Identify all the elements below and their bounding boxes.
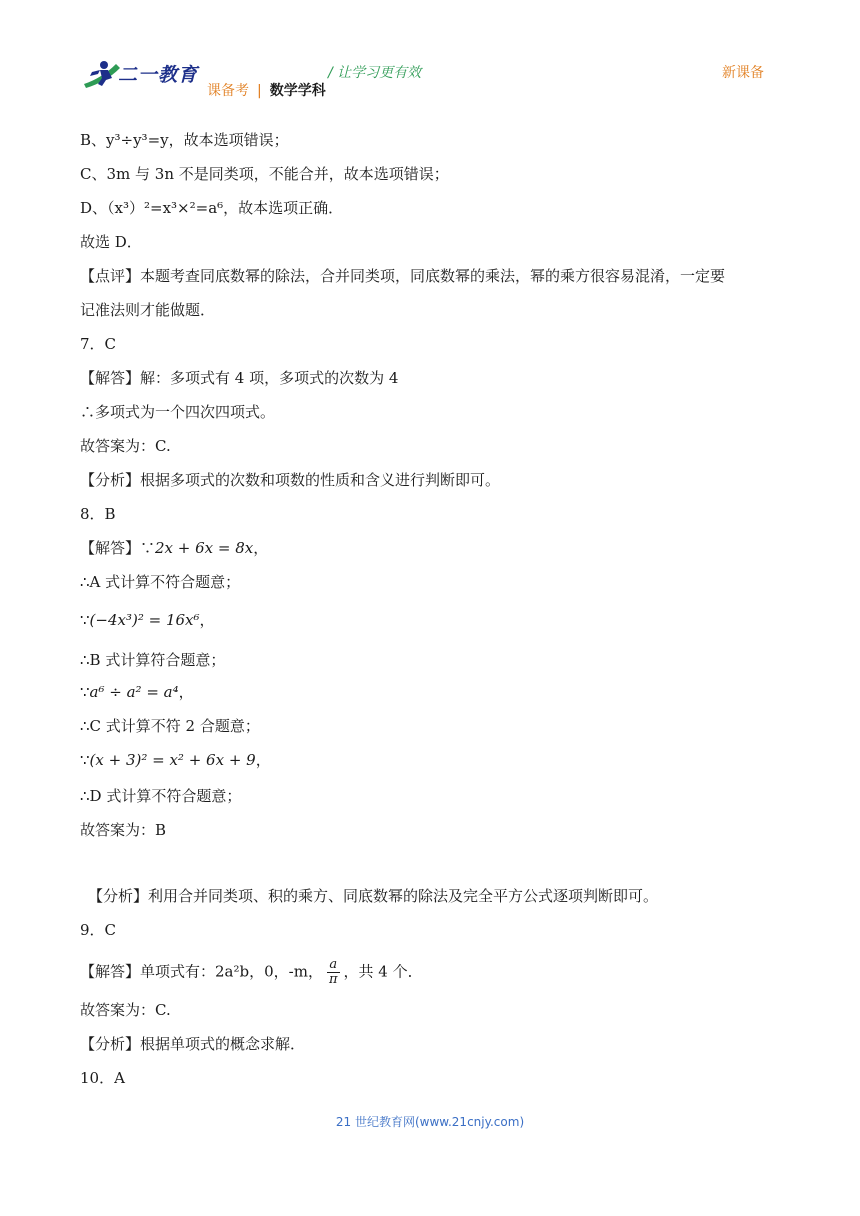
subject-name: 数学学科 — [269, 83, 326, 99]
question-number: 9．C — [80, 921, 117, 939]
fraction-line — [80, 958, 423, 987]
text-line: 【分析】根据多项式的次数和项数的性质和含义进行判断即可。 — [80, 471, 501, 489]
text-line: 【解答】解：多项式有 4 项，多项式的次数为 4 — [80, 369, 399, 387]
page-header — [0, 0, 860, 110]
math-expression: a⁶ ÷ a² = a⁴ — [89, 683, 179, 701]
question-number: 8．B — [80, 505, 116, 523]
text-line: 【点评】本题考查同底数幂的除法，合并同类项，同底数幂的乘法，幂的乘方很容易混淆，一定要 — [80, 267, 726, 285]
line-suffix: ， — [253, 539, 269, 557]
subject-separator: | — [257, 83, 262, 99]
line-suffix: ， — [199, 611, 215, 629]
math-expression: (x + 3)² = x² + 6x + 9 — [89, 751, 256, 769]
math-line — [80, 750, 271, 770]
math-line — [80, 610, 215, 630]
subject-label — [207, 80, 326, 100]
header-slogan: / 让学习更有效 — [328, 65, 422, 81]
math-line — [80, 682, 194, 702]
fraction-numerator: a — [327, 958, 340, 973]
text-line: 故答案为：B — [80, 821, 167, 839]
line-prefix: ∵ — [80, 611, 90, 629]
fraction — [327, 958, 340, 987]
header-right-label: 新课备 — [722, 65, 764, 81]
text-line: 故答案为：C. — [80, 437, 171, 455]
line-prefix: 【解答】∵ — [80, 539, 156, 557]
text-line: ∴C 式计算不符 2 合题意； — [80, 717, 260, 735]
text-line: ∴多项式为一个四次四项式。 — [80, 403, 276, 421]
text-line: 故选 D． — [80, 233, 142, 251]
text-line: C、3m 与 3n 不是同类项，不能合并，故本选项错误； — [80, 165, 449, 183]
line-suffix: ， — [255, 751, 271, 769]
line-suffix: ， — [178, 683, 194, 701]
subject-prefix: 课备考 — [207, 83, 249, 99]
math-expression: 2x + 6x = 8x — [155, 539, 254, 557]
line-prefix: ∵ — [80, 683, 90, 701]
line-suffix: ，共 4 个． — [343, 962, 423, 981]
logo-text: 二一教育 — [118, 64, 199, 86]
text-line: B、y³÷y³=y，故本选项错误； — [80, 131, 289, 149]
math-expression: (−4x³)² = 16x⁶ — [89, 611, 200, 629]
text-line: 【分析】根据单项式的概念求解． — [80, 1035, 306, 1053]
question-number: 7．C — [80, 335, 117, 353]
text-line: ∴D 式计算不符合题意； — [80, 787, 242, 805]
text-line: ∴A 式计算不符合题意； — [80, 573, 241, 591]
page-footer: 21 世纪教育网(www.21cnjy.com) — [335, 1115, 525, 1129]
text-line: 故答案为：C. — [80, 1001, 171, 1019]
question-number: 10．A — [80, 1069, 125, 1087]
text-line: ∴B 式计算符合题意； — [80, 651, 226, 669]
math-line — [80, 538, 268, 558]
line-prefix: ∵ — [80, 751, 90, 769]
line-prefix: 【解答】单项式有：2a²b，0，-m， — [80, 962, 323, 981]
fraction-denominator: π — [328, 972, 338, 987]
text-line: 【分析】利用合并同类项、积的乘方、同底数幂的除法及完全平方公式逐项判断即可。 — [88, 887, 659, 905]
text-line: 记准法则才能做题． — [80, 301, 216, 319]
text-line: D、（x³）²=x³×²=a⁶，故本选项正确． — [80, 199, 344, 217]
